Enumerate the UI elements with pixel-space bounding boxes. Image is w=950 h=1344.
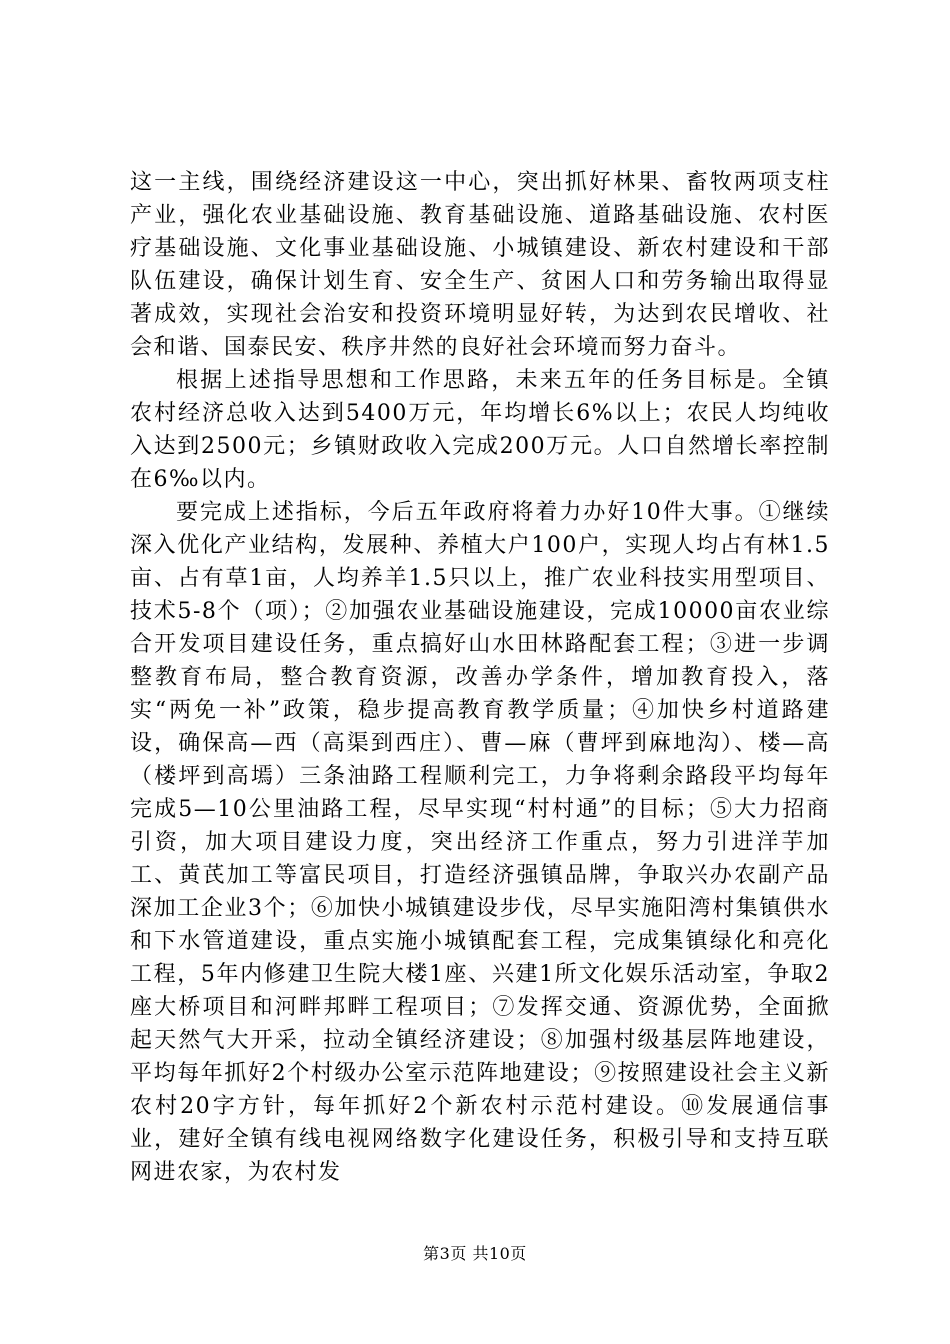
page-footer: 第3页 共10页 — [423, 1244, 527, 1263]
paragraph-3: 要完成上述指标，今后五年政府将着力办好10件大事。①继续深入优化产业结构，发展种、养植大户100户，实现人均占有林1.5亩、占有草1亩，人均养羊1.5只以上，推广农业科技实用型项目、技术5-8个（项）；②加强农业基础设施建设，完成10000亩农业综合开发项目建设任务，重点搞好山水田林路配套工程；③进一步调整教育布局，整合教育资源，改善办学条件，增加教育投入，落实“两免一补”政策，稳步提高教育教学质量；④加快乡村道路建设，确保高—西（高渠到西庄）、曹—麻（曹坪到麻地沟）、楼—高（楼坪到高墕）三条油路工程顺利完工，力争将剩余路段平均每年完成5—10公里油路工程，尽早实现“村村通”的目标；⑤大力招商引资，加大项目建设力度，突出经济工作重点，努力引进洋芋加工、黄芪加工等富民项目，打造经济强镇品牌，争取兴办农副产品深加工企业3个；⑥加快小城镇建设步伐，尽早实施阳湾村集镇供水和下水管道建设，重点实施小城镇配套工程，完成集镇绿化和亮化工程，5年内修建卫生院大楼1座、兴建1所文化娱乐活动室，争取2座大桥项目和河畔邦畔工程项目；⑦发挥交通、资源优势，全面掀起天然气大开采，拉动全镇经济建设；⑧加强村级基层阵地建设，平均每年抓好2个村级办公室示范阵地建设；⑨按照建设社会主义新农村20字方针，每年抓好2个新农村示范村建设。⑩发展通信事业，建好全镇有线电视网络数字化建设任务，积极引导和支持互联网进农家，为农村发 — [130, 500, 830, 1185]
paragraph-2: 根据上述指导思想和工作思路，未来五年的任务目标是。全镇农村经济总收入达到5400万元，年均增长6%以上；农民人均纯收入达到2500元；乡镇财政收入完成200万元。人口自然增长率控制在6‰以内。 — [130, 368, 830, 492]
paragraph-1: 这一主线，围绕经济建设这一中心，突出抓好林果、畜牧两项支柱产业，强化农业基础设施、教育基础设施、道路基础设施、农村医疗基础设施、文化事业基础设施、小城镇建设、新农村建设和干部队伍建设，确保计划生育、安全生产、贫困人口和劳务输出取得显著成效，实现社会治安和投资环境明显好转，为达到农民增收、社会和谐、国泰民安、秩序井然的良好社会环境而努力奋斗。 — [130, 170, 830, 360]
document-body — [130, 166, 830, 1189]
